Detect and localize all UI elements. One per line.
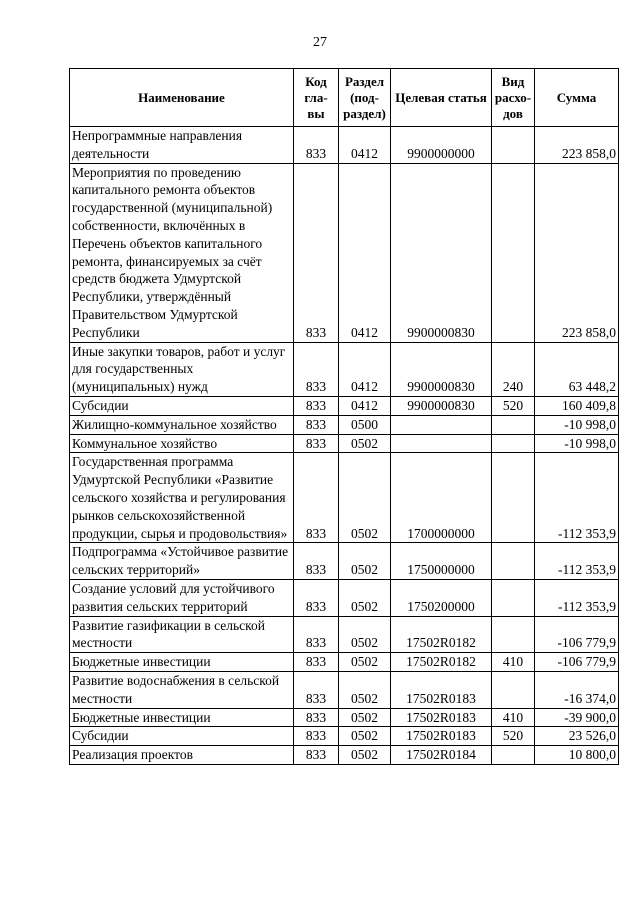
cell-target-article xyxy=(391,434,492,453)
cell-chapter-code: 833 xyxy=(294,415,339,434)
table-row xyxy=(70,453,619,543)
cell-chapter-code: 833 xyxy=(294,396,339,415)
cell-sum: 223 858,0 xyxy=(535,127,619,164)
cell-sum: -10 998,0 xyxy=(535,434,619,453)
cell-target-article xyxy=(391,415,492,434)
table-row xyxy=(70,434,619,453)
cell-target-article: 17502R0184 xyxy=(391,746,492,765)
table-row xyxy=(70,616,619,653)
table-row xyxy=(70,727,619,746)
cell-sum: 63 448,2 xyxy=(535,342,619,396)
cell-target-article: 17502R0182 xyxy=(391,653,492,672)
cell-target-article: 17502R0183 xyxy=(391,708,492,727)
cell-chapter-code: 833 xyxy=(294,342,339,396)
cell-expense-type xyxy=(492,453,535,543)
table-row xyxy=(70,708,619,727)
cell-name: Государственная программа Удмуртской Республики «Развитие сельского хозяйства и регулирования рынков сельскохозяйственной продукции, сырья и продовольствия» xyxy=(70,453,294,543)
cell-expense-type xyxy=(492,434,535,453)
cell-target-article: 17502R0182 xyxy=(391,616,492,653)
cell-section: 0502 xyxy=(339,434,391,453)
cell-target-article: 9900000830 xyxy=(391,163,492,342)
cell-chapter-code: 833 xyxy=(294,746,339,765)
cell-target-article: 1700000000 xyxy=(391,453,492,543)
cell-sum: -112 353,9 xyxy=(535,579,619,616)
cell-sum: -39 900,0 xyxy=(535,708,619,727)
budget-table xyxy=(69,68,619,765)
cell-expense-type xyxy=(492,616,535,653)
cell-section: 0412 xyxy=(339,163,391,342)
cell-chapter-code: 833 xyxy=(294,163,339,342)
cell-sum: -106 779,9 xyxy=(535,616,619,653)
cell-sum: 10 800,0 xyxy=(535,746,619,765)
table-row xyxy=(70,579,619,616)
cell-expense-type xyxy=(492,163,535,342)
table-body xyxy=(70,127,619,765)
cell-chapter-code: 833 xyxy=(294,434,339,453)
cell-name: Подпрограмма «Устойчивое развитие сельских территорий» xyxy=(70,543,294,580)
cell-section: 0502 xyxy=(339,579,391,616)
cell-sum: -10 998,0 xyxy=(535,415,619,434)
cell-expense-type xyxy=(492,746,535,765)
cell-chapter-code: 833 xyxy=(294,543,339,580)
cell-section: 0502 xyxy=(339,708,391,727)
cell-sum: 23 526,0 xyxy=(535,727,619,746)
cell-expense-type: 240 xyxy=(492,342,535,396)
cell-name: Бюджетные инвестиции xyxy=(70,653,294,672)
table-row xyxy=(70,396,619,415)
cell-expense-type xyxy=(492,579,535,616)
header-chapter-code: Код гла-вы xyxy=(294,69,339,127)
cell-section: 0502 xyxy=(339,453,391,543)
header-section: Раздел (под-раздел) xyxy=(339,69,391,127)
cell-name: Реализация проектов xyxy=(70,746,294,765)
cell-section: 0412 xyxy=(339,127,391,164)
cell-expense-type xyxy=(492,543,535,580)
cell-name: Непрограммные направления деятельности xyxy=(70,127,294,164)
table-header-row xyxy=(70,69,619,127)
cell-name: Бюджетные инвестиции xyxy=(70,708,294,727)
cell-name: Субсидии xyxy=(70,727,294,746)
table-row xyxy=(70,653,619,672)
cell-target-article: 17502R0183 xyxy=(391,727,492,746)
cell-sum: -106 779,9 xyxy=(535,653,619,672)
table-row xyxy=(70,746,619,765)
cell-section: 0502 xyxy=(339,746,391,765)
cell-target-article: 9900000000 xyxy=(391,127,492,164)
cell-chapter-code: 833 xyxy=(294,579,339,616)
cell-expense-type: 520 xyxy=(492,396,535,415)
cell-name: Иные закупки товаров, работ и услуг для государственных (муниципальных) нужд xyxy=(70,342,294,396)
cell-section: 0502 xyxy=(339,653,391,672)
cell-chapter-code: 833 xyxy=(294,671,339,708)
cell-chapter-code: 833 xyxy=(294,653,339,672)
cell-section: 0500 xyxy=(339,415,391,434)
table-row xyxy=(70,163,619,342)
cell-target-article: 9900000830 xyxy=(391,342,492,396)
cell-section: 0502 xyxy=(339,671,391,708)
cell-chapter-code: 833 xyxy=(294,708,339,727)
cell-section: 0502 xyxy=(339,543,391,580)
cell-target-article: 17502R0183 xyxy=(391,671,492,708)
cell-name: Субсидии xyxy=(70,396,294,415)
cell-chapter-code: 833 xyxy=(294,127,339,164)
table-row xyxy=(70,342,619,396)
header-name: Наименование xyxy=(70,69,294,127)
cell-section: 0502 xyxy=(339,616,391,653)
cell-sum: -16 374,0 xyxy=(535,671,619,708)
table-row xyxy=(70,543,619,580)
cell-name: Мероприятия по проведению капитального ремонта объектов государственной (муниципальной) собственности, включённых в Перечень объектов капитального ремонта, финансируемых за счёт средств бюджета Удмуртской Республики, утверждённый Правительством Удмуртской Республики xyxy=(70,163,294,342)
cell-section: 0502 xyxy=(339,727,391,746)
header-target-article: Целевая статья xyxy=(391,69,492,127)
cell-chapter-code: 833 xyxy=(294,727,339,746)
cell-sum: -112 353,9 xyxy=(535,543,619,580)
cell-target-article: 1750000000 xyxy=(391,543,492,580)
table-row xyxy=(70,127,619,164)
cell-section: 0412 xyxy=(339,396,391,415)
cell-name: Развитие газификации в сельской местности xyxy=(70,616,294,653)
page-number: 27 xyxy=(313,35,327,50)
cell-expense-type xyxy=(492,127,535,164)
cell-sum: 160 409,8 xyxy=(535,396,619,415)
cell-name: Жилищно-коммунальное хозяйство xyxy=(70,415,294,434)
cell-expense-type xyxy=(492,415,535,434)
table-row xyxy=(70,415,619,434)
cell-section: 0412 xyxy=(339,342,391,396)
cell-expense-type: 410 xyxy=(492,708,535,727)
cell-target-article: 1750200000 xyxy=(391,579,492,616)
cell-expense-type: 410 xyxy=(492,653,535,672)
header-expense-type: Вид расхо-дов xyxy=(492,69,535,127)
table-row xyxy=(70,671,619,708)
cell-sum: -112 353,9 xyxy=(535,453,619,543)
cell-target-article: 9900000830 xyxy=(391,396,492,415)
cell-chapter-code: 833 xyxy=(294,616,339,653)
cell-name: Развитие водоснабжения в сельской местности xyxy=(70,671,294,708)
cell-name: Создание условий для устойчивого развития сельских территорий xyxy=(70,579,294,616)
cell-expense-type xyxy=(492,671,535,708)
cell-sum: 223 858,0 xyxy=(535,163,619,342)
header-sum: Сумма xyxy=(535,69,619,127)
cell-chapter-code: 833 xyxy=(294,453,339,543)
cell-name: Коммунальное хозяйство xyxy=(70,434,294,453)
cell-expense-type: 520 xyxy=(492,727,535,746)
